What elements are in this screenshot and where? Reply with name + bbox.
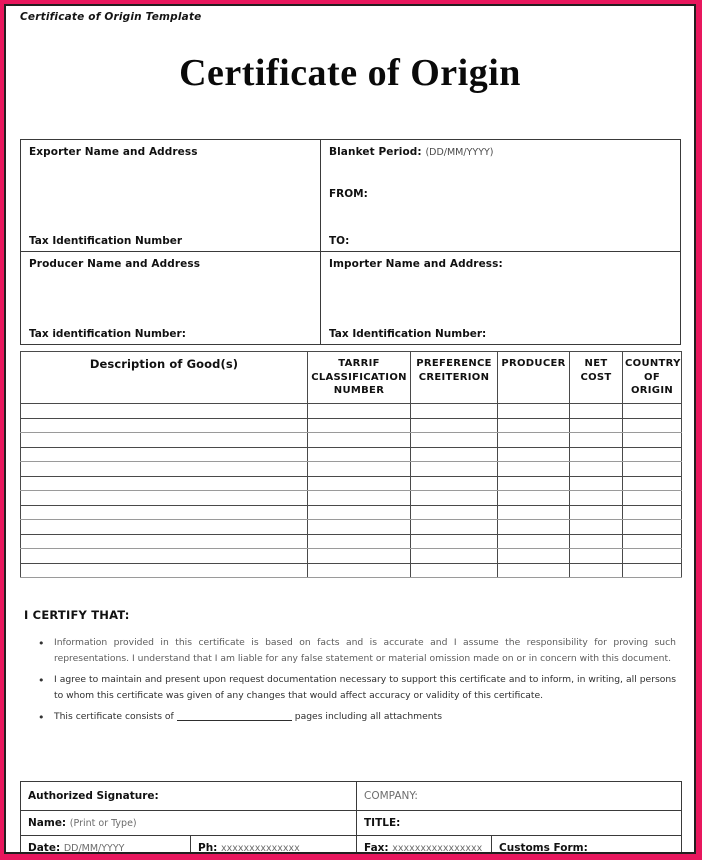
table-cell[interactable] xyxy=(308,404,411,419)
table-row[interactable] xyxy=(21,418,682,433)
page-inner-frame xyxy=(4,4,696,854)
table-cell[interactable] xyxy=(21,462,308,477)
table-row[interactable] xyxy=(21,549,682,564)
table-cell[interactable] xyxy=(411,549,498,564)
certification-section xyxy=(24,608,684,730)
table-cell[interactable] xyxy=(308,447,411,462)
table-cell[interactable] xyxy=(21,418,308,433)
exporter-tax-label: Tax Identification Number xyxy=(29,235,183,247)
fax-value: xxxxxxxxxxxxxxxx xyxy=(392,843,483,854)
goods-table-body xyxy=(21,404,682,578)
table-row[interactable] xyxy=(21,404,682,419)
date-label: Date: xyxy=(28,842,61,854)
signature-table xyxy=(20,781,682,854)
table-cell[interactable] xyxy=(498,520,570,535)
table-cell[interactable] xyxy=(570,505,623,520)
table-cell[interactable] xyxy=(308,418,411,433)
table-cell[interactable] xyxy=(21,520,308,535)
certify-bullet-item: • I agree to maintain and present upon request documentation necessary to support this certificate and to inform, in writing, all persons to whom this certificate was given of any changes that would affect accuracy or validity of this certificate. xyxy=(54,672,684,704)
table-cell[interactable] xyxy=(498,476,570,491)
header-line: OF xyxy=(644,371,660,383)
column-header-preference-criterion xyxy=(411,352,498,404)
certify-heading: I CERTIFY THAT: xyxy=(24,608,130,622)
blanket-period-cell[interactable] xyxy=(321,140,680,252)
name-cell[interactable] xyxy=(21,811,357,836)
table-cell[interactable] xyxy=(411,476,498,491)
authorized-signature-label: Authorized Signature: xyxy=(28,790,159,802)
table-cell[interactable] xyxy=(498,418,570,433)
table-cell[interactable] xyxy=(411,447,498,462)
signature-row-name-title xyxy=(21,811,682,836)
table-cell[interactable] xyxy=(623,520,682,535)
table-row[interactable] xyxy=(21,491,682,506)
table-cell[interactable] xyxy=(21,549,308,564)
table-cell[interactable] xyxy=(308,505,411,520)
table-row[interactable] xyxy=(21,433,682,448)
producer-cell[interactable] xyxy=(21,252,321,344)
page-title: Certificate of Origin xyxy=(179,52,521,94)
customs-form-label: Customs Form: xyxy=(499,842,588,854)
name-hint: (Print or Type) xyxy=(69,818,137,829)
blanket-period-format: (DD/MM/YYYY) xyxy=(425,147,494,158)
header-line: CREITERION xyxy=(418,371,490,383)
table-cell[interactable] xyxy=(411,563,498,578)
authorized-signature-cell[interactable] xyxy=(21,782,357,811)
title-cell[interactable] xyxy=(357,811,682,836)
table-cell[interactable] xyxy=(21,563,308,578)
goods-table-header-row xyxy=(21,352,682,404)
table-row[interactable] xyxy=(21,563,682,578)
certify-bullet-list xyxy=(24,635,684,725)
column-header-country-of-origin xyxy=(623,352,682,404)
table-cell[interactable] xyxy=(411,433,498,448)
table-cell[interactable] xyxy=(411,491,498,506)
title-label: TITLE: xyxy=(364,817,401,829)
table-cell[interactable] xyxy=(21,476,308,491)
goods-table xyxy=(20,351,682,578)
blanket-from-label: FROM: xyxy=(329,188,368,200)
table-cell[interactable] xyxy=(570,491,623,506)
header-line: PRODUCER xyxy=(501,358,566,369)
template-caption: Certificate of Origin Template xyxy=(20,11,202,23)
table-row[interactable] xyxy=(21,505,682,520)
exporter-label: Exporter Name and Address xyxy=(29,146,198,158)
table-cell[interactable] xyxy=(308,520,411,535)
blanket-period-title: Blanket Period: xyxy=(329,146,422,158)
table-cell[interactable] xyxy=(570,534,623,549)
table-cell[interactable] xyxy=(570,520,623,535)
table-cell[interactable] xyxy=(623,418,682,433)
table-cell[interactable] xyxy=(411,418,498,433)
exporter-cell[interactable] xyxy=(21,140,321,252)
table-cell[interactable] xyxy=(21,534,308,549)
goods-table-head xyxy=(21,352,682,404)
importer-label: Importer Name and Address: xyxy=(329,258,503,270)
table-cell[interactable] xyxy=(623,404,682,419)
table-row[interactable] xyxy=(21,447,682,462)
table-cell[interactable] xyxy=(308,563,411,578)
phone-value: xxxxxxxxxxxxxx xyxy=(221,843,300,854)
table-cell[interactable] xyxy=(498,563,570,578)
table-cell[interactable] xyxy=(308,549,411,564)
importer-cell[interactable] xyxy=(321,252,680,344)
table-cell[interactable] xyxy=(498,491,570,506)
header-line: Description of Good(s) xyxy=(89,357,239,371)
date-cell[interactable] xyxy=(21,836,191,855)
table-row[interactable] xyxy=(21,476,682,491)
table-cell[interactable] xyxy=(498,534,570,549)
blanket-to-label: TO: xyxy=(329,235,350,247)
table-cell[interactable] xyxy=(498,447,570,462)
table-cell[interactable] xyxy=(623,433,682,448)
table-cell[interactable] xyxy=(570,476,623,491)
table-cell[interactable] xyxy=(308,476,411,491)
table-cell[interactable] xyxy=(411,534,498,549)
producer-label: Producer Name and Address xyxy=(29,258,201,270)
fax-cell[interactable] xyxy=(357,836,492,855)
certify-bullet-item: • Information provided in this certificate is based on facts and is accurate and I assume the responsibility for proving such representations. I understand that I am liable for any false statement or material omission made on or in concern with this document. xyxy=(54,635,684,667)
date-value: DD/MM/YYYY xyxy=(63,843,125,854)
table-cell[interactable] xyxy=(570,563,623,578)
certificate-sheet xyxy=(6,6,694,852)
blanket-period-label xyxy=(329,146,672,158)
phone-label: Ph: xyxy=(198,842,218,854)
table-cell[interactable] xyxy=(623,534,682,549)
header-line: CLASSIFICATION xyxy=(311,371,407,383)
table-cell[interactable] xyxy=(570,418,623,433)
party-information-section xyxy=(20,139,681,345)
table-cell[interactable] xyxy=(21,505,308,520)
table-cell[interactable] xyxy=(570,404,623,419)
table-cell[interactable] xyxy=(498,549,570,564)
table-cell[interactable] xyxy=(498,505,570,520)
table-cell[interactable] xyxy=(308,534,411,549)
header-line: PREFERENCE xyxy=(416,358,492,369)
table-cell[interactable] xyxy=(21,404,308,419)
table-cell[interactable] xyxy=(498,433,570,448)
table-cell[interactable] xyxy=(623,462,682,477)
table-row[interactable] xyxy=(21,520,682,535)
table-cell[interactable] xyxy=(570,462,623,477)
table-cell[interactable] xyxy=(411,462,498,477)
table-cell[interactable] xyxy=(623,476,682,491)
table-cell[interactable] xyxy=(411,505,498,520)
table-cell[interactable] xyxy=(570,433,623,448)
table-cell[interactable] xyxy=(498,462,570,477)
table-cell[interactable] xyxy=(498,404,570,419)
table-cell[interactable] xyxy=(308,462,411,477)
pages-prefix-text: This certificate consists of xyxy=(54,711,174,723)
customs-form-cell[interactable] xyxy=(492,836,682,855)
table-cell[interactable] xyxy=(623,505,682,520)
table-cell[interactable] xyxy=(21,433,308,448)
table-cell[interactable] xyxy=(623,549,682,564)
producer-importer-row xyxy=(21,252,680,344)
column-header-description xyxy=(21,352,308,404)
header-line: NUMBER xyxy=(333,385,385,396)
exporter-blanket-row xyxy=(21,140,680,252)
table-cell[interactable] xyxy=(308,433,411,448)
table-cell[interactable] xyxy=(570,447,623,462)
signature-row-authorized xyxy=(21,782,682,811)
table-cell[interactable] xyxy=(308,491,411,506)
table-row[interactable] xyxy=(21,534,682,549)
importer-tax-label: Tax Identification Number: xyxy=(329,328,487,340)
column-header-tariff-classification-number xyxy=(308,352,411,404)
table-cell[interactable] xyxy=(411,520,498,535)
column-header-producer xyxy=(498,352,570,404)
header-line: TARRIF xyxy=(338,358,380,369)
table-cell[interactable] xyxy=(21,491,308,506)
table-cell[interactable] xyxy=(21,447,308,462)
pages-suffix-text: pages including all attachments xyxy=(294,711,442,723)
header-line: ORIGIN xyxy=(630,385,674,396)
phone-cell[interactable] xyxy=(191,836,357,855)
header-line: COST xyxy=(580,371,612,383)
table-cell[interactable] xyxy=(623,447,682,462)
producer-tax-label: Tax identification Number: xyxy=(29,328,186,340)
table-cell[interactable] xyxy=(411,404,498,419)
table-cell[interactable] xyxy=(623,563,682,578)
header-line: NET xyxy=(584,358,608,369)
company-label: COMPANY: xyxy=(364,790,418,802)
name-label: Name: xyxy=(28,817,67,829)
company-cell[interactable] xyxy=(357,782,682,811)
header-line: COUNTRY xyxy=(625,358,681,369)
table-row[interactable] xyxy=(21,462,682,477)
column-header-net-cost xyxy=(570,352,623,404)
certify-pages-bullet-item xyxy=(54,709,684,725)
signature-row-contact xyxy=(21,836,682,855)
table-cell[interactable] xyxy=(570,549,623,564)
table-cell[interactable] xyxy=(623,491,682,506)
pages-count-blank[interactable] xyxy=(177,720,292,721)
fax-label: Fax: xyxy=(364,842,389,854)
